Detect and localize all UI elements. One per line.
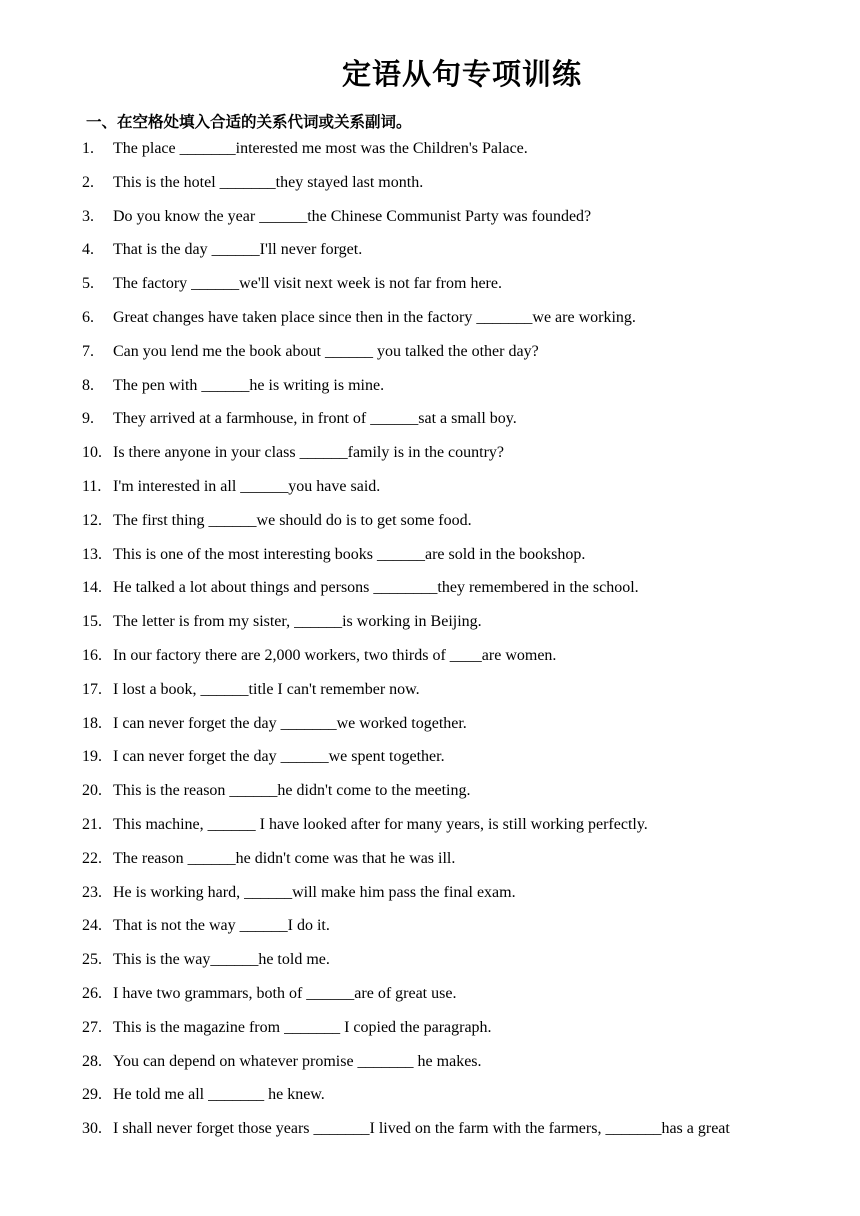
question-text: I can never forget the day _______we worked together.	[113, 714, 467, 732]
question-text: I'm interested in all ______you have said.	[113, 477, 381, 495]
question-number: 8.	[82, 376, 94, 394]
question-number: 11.	[82, 477, 102, 495]
question-number: 2.	[82, 173, 94, 191]
question-number: 18.	[82, 714, 102, 732]
question-text: The reason ______he didn't come was that he was ill.	[113, 849, 456, 867]
question-text: You can depend on whatever promise _______ he makes.	[113, 1052, 482, 1070]
question-number: 13.	[82, 545, 102, 563]
question-text: Do you know the year ______the Chinese Communist Party was founded?	[113, 207, 592, 225]
question-number: 24.	[82, 917, 102, 935]
question-text: The letter is from my sister, ______is working in Beijing.	[113, 613, 482, 631]
question-number: 10.	[82, 444, 102, 462]
question-number: 23.	[82, 883, 102, 901]
question-number: 1.	[82, 140, 94, 157]
question-text: This machine, ______ I have looked after for many years, is still working perfectly.	[113, 815, 648, 833]
page-title: 定语从句专项训练	[341, 57, 582, 91]
question-text: This is one of the most interesting books ______are sold in the bookshop.	[113, 545, 586, 563]
question-text: Can you lend me the book about ______ you talked the other day?	[113, 342, 539, 360]
question-number: 17.	[82, 680, 102, 698]
question-number: 21.	[82, 815, 102, 833]
question-text: Is there anyone in your class ______family is in the country?	[113, 444, 505, 462]
question-number: 16.	[82, 646, 102, 664]
question-text: This is the magazine from _______ I copied the paragraph.	[113, 1018, 492, 1036]
question-text: This is the reason ______he didn't come to the meeting.	[113, 782, 471, 800]
question-number: 9.	[82, 410, 94, 428]
question-number: 7.	[82, 342, 94, 360]
question-number: 22.	[82, 849, 102, 867]
question-number: 5.	[82, 275, 94, 293]
question-text: In our factory there are 2,000 workers, two thirds of ____are women.	[113, 646, 557, 664]
question-number: 3.	[82, 207, 94, 225]
question-number: 14.	[82, 579, 102, 597]
question-text: He is working hard, ______will make him pass the final exam.	[113, 883, 516, 901]
question-text: The pen with ______he is writing is mine.	[113, 376, 385, 394]
question-text: That is the day ______I'll never forget.	[113, 241, 363, 259]
question-number: 25.	[82, 951, 102, 969]
question-text: He talked a lot about things and persons ________they remembered in the school.	[113, 579, 639, 597]
question-text: I have two grammars, both of ______are of great use.	[113, 984, 457, 1002]
question-number: 27.	[82, 1018, 102, 1036]
section-heading: 一、在空格处填入合适的关系代词或关系副词。	[86, 113, 412, 131]
question-number: 6.	[82, 308, 94, 326]
question-number: 4.	[82, 241, 94, 259]
question-text: I lost a book, ______title I can't remember now.	[113, 680, 420, 698]
question-text: That is not the way ______I do it.	[113, 917, 330, 935]
question-text: I shall never forget those years _______I lived on the farm with the farmers, _______has a great	[113, 1120, 730, 1138]
question-number: 15.	[82, 613, 102, 631]
question-number: 19.	[82, 748, 102, 766]
question-text: Great changes have taken place since then in the factory _______we are working.	[113, 308, 636, 326]
question-text: This is the hotel _______they stayed last month.	[113, 173, 424, 191]
question-number: 28.	[82, 1052, 102, 1070]
question-text: He told me all _______ he knew.	[113, 1086, 325, 1104]
question-text: I can never forget the day ______we spent together.	[113, 748, 445, 766]
question-text: They arrived at a farmhouse, in front of ______sat a small boy.	[113, 410, 517, 428]
question-number: 30.	[82, 1120, 102, 1138]
question-text: The factory ______we'll visit next week is not far from here.	[113, 275, 502, 293]
question-number: 29.	[82, 1086, 102, 1104]
question-number: 12.	[82, 511, 102, 529]
question-text: This is the way______he told me.	[113, 951, 330, 969]
question-number: 26.	[82, 984, 102, 1002]
question-number: 20.	[82, 782, 102, 800]
question-text: The place _______interested me most was the Children's Palace.	[113, 140, 528, 157]
question-text: The first thing ______we should do is to get some food.	[113, 511, 472, 529]
